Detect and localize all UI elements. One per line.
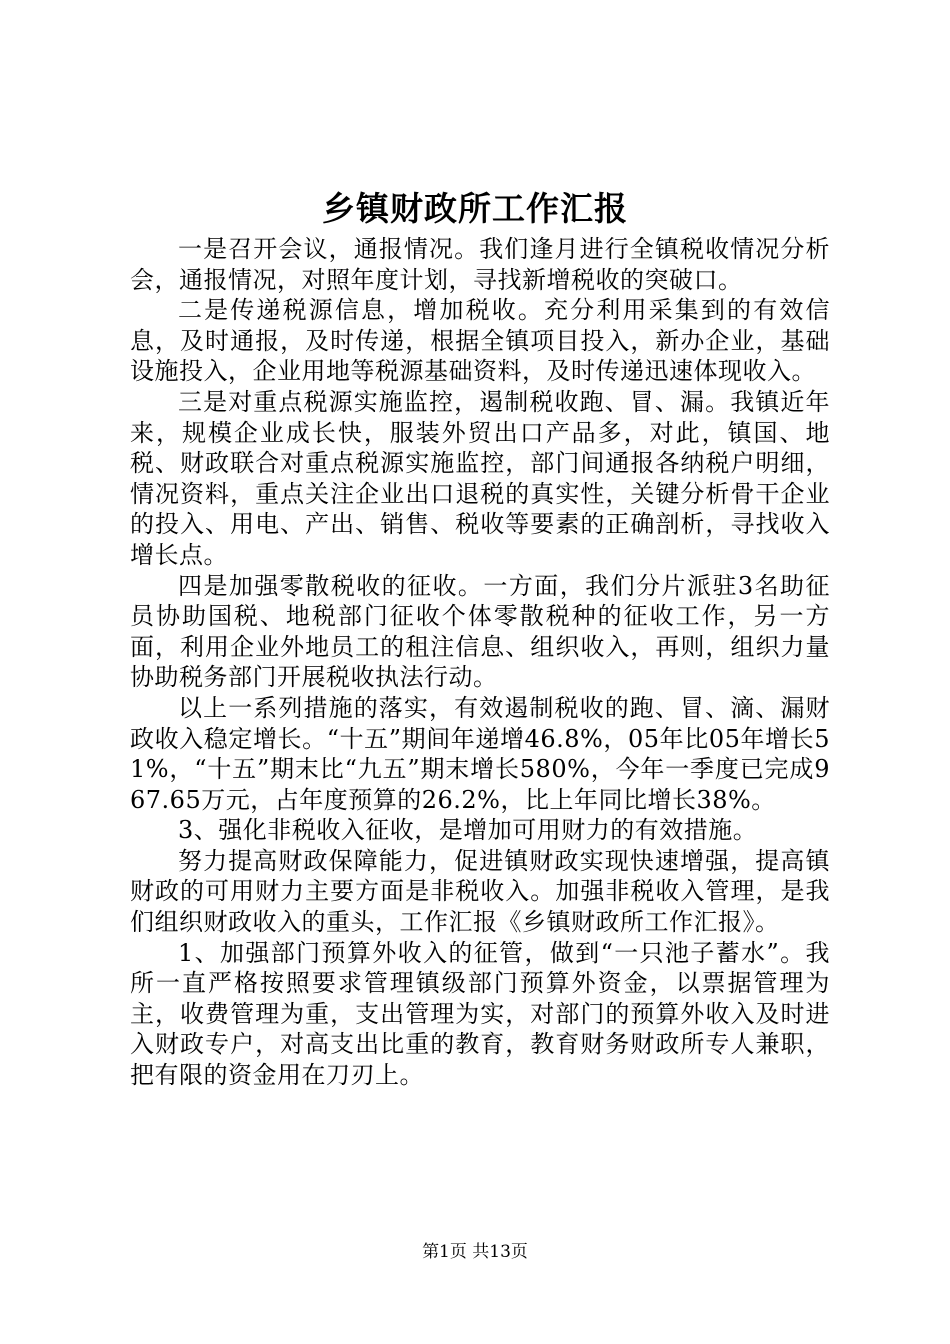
paragraph-extra-budget-management: 1、加强部门预算外收入的征管，做到“一只池子蓄水”。我所一直严格按照要求管理镇级部门预算外资金，以票据管理为主，收费管理为重，支出管理为实，对部门的预算外收入及时进入财政专户，对高支出比重的教育，教育财务财政所专人兼职，把有限的资金用在刀刃上。 [130,938,830,1090]
document-title: 乡镇财政所工作汇报 [322,189,628,228]
paragraph-financial-capacity: 努力提高财政保障能力，促进镇财政实现快速增强，提高镇财政的可用财力主要方面是非税收入。加强非税收入管理，是我们组织财政收入的重头，工作汇报《乡镇财政所工作汇报》。 [130,846,830,937]
paragraph-tax-source-info: 二是传递税源信息，增加税收。充分利用采集到的有效信息，及时通报，及时传递，根据全镇项目投入，新办企业，基础设施投入，企业用地等税源基础资料，及时传递迅速体现收入。 [130,296,830,386]
paragraph-revenue-growth: 以上一系列措施的落实，有效遏制税收的跑、冒、滴、漏财政收入稳定增长。“十五”期间年递增46.8%，05年比05年增长51%，“十五”期末比“九五”期末增长580%，今年一季度已完成967.65万元，占年度预算的26.2%，比上年同比增长38%。 [130,693,830,814]
paragraph-scattered-tax-collection: 四是加强零散税收的征收。一方面，我们分片派驻3名助征员协助国税、地税部门征收个体零散税种的征收工作，另一方面，利用企业外地员工的租注信息、组织收入，再则，组织力量协助税务部门开展税收执法行动。 [130,571,830,692]
page-number-footer: 第1页 共13页 [422,1242,528,1262]
paragraph-non-tax-heading: 3、强化非税收入征收，是增加可用财力的有效措施。 [178,816,758,845]
document-body [130,234,830,1091]
paragraph-key-tax-monitoring: 三是对重点税源实施监控，遏制税收跑、冒、漏。我镇近年来，规模企业成长快，服装外贸出口产品多，对此，镇国、地税、财政联合对重点税源实施监控，部门间通报各纳税户明细，情况资料，重点关注企业出口退税的真实性，关键分析骨干企业的投入、用电、产出、销售、税收等要素的正确剖析，寻找收入增长点。 [130,387,830,569]
paragraph-convene-meetings: 一是召开会议，通报情况。我们逢月进行全镇税收情况分析会，通报情况，对照年度计划，寻找新增税收的突破口。 [130,235,830,294]
